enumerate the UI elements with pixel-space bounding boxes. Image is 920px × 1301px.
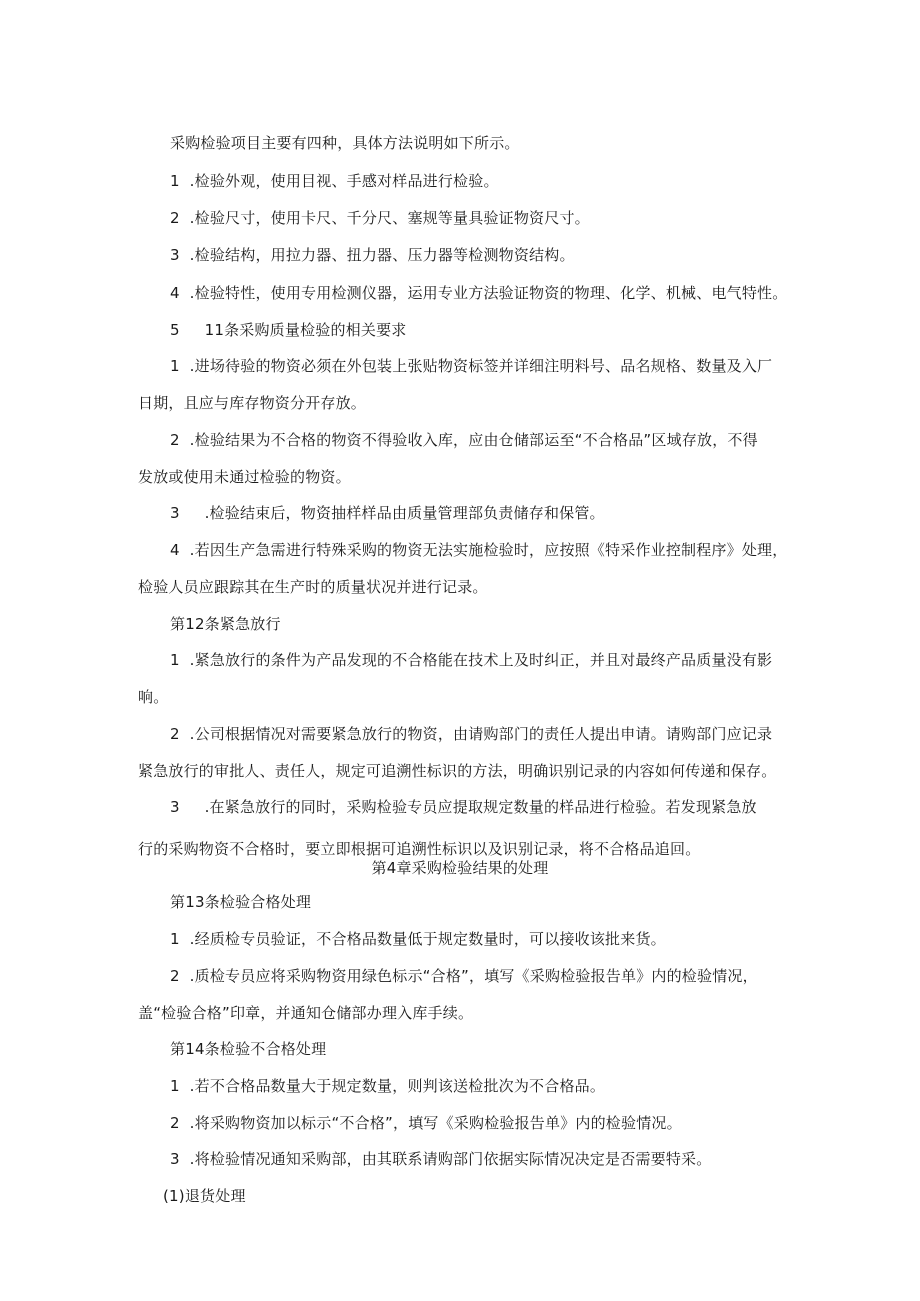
- list-item: 2 .将采购物资加以标示“不合格”，填写《采购检验报告单》内的检验情况。: [170, 1114, 682, 1132]
- list-item-continuation: 日期，且应与库存物资分开存放。: [138, 394, 367, 412]
- list-item: 1 .若不合格品数量大于规定数量，则判该送检批次为不合格品。: [170, 1077, 606, 1095]
- list-item-continuation: 检验人员应跟踪其在生产时的质量状况并进行记录。: [138, 578, 488, 596]
- chapter-title: 第4章采购检验结果的处理: [371, 859, 549, 877]
- list-item-continuation: 响。: [138, 688, 169, 706]
- list-item-continuation: 发放或使用未通过检验的物资。: [138, 468, 351, 486]
- section-heading: 第13条检验合格处理: [170, 893, 312, 911]
- list-item: 1 .经质检专员验证，不合格品数量低于规定数量时，可以接收该批来货。: [170, 930, 666, 948]
- list-item: 2 .公司根据情况对需要紧急放行的物资，由请购部门的责任人提出申请。请购部门应记录: [170, 725, 773, 743]
- list-item: 3 .在紧急放行的同时，采购检验专员应提取规定数量的样品进行检验。若发现紧急放: [170, 798, 757, 816]
- sub-item: (1)退货处理: [163, 1187, 246, 1205]
- section-heading: 第14条检验不合格处理: [170, 1040, 327, 1058]
- list-item-continuation: 盖“检验合格”印章，并通知仓储部办理入库手续。: [138, 1004, 474, 1022]
- list-item: 3 .检验结束后，物资抽样样品由质量管理部负责储存和保管。: [170, 504, 605, 522]
- list-item: 3 .检验结构，用拉力器、扭力器、压力器等检测物资结构。: [170, 246, 575, 264]
- list-item: 2 .质检专员应将采购物资用绿色标示“合格”，填写《采购检验报告单》内的检验情况，: [170, 967, 758, 985]
- section-heading: 第12条紧急放行: [170, 615, 281, 633]
- list-item: 3 .将检验情况通知采购部，由其联系请购部门依据实际情况决定是否需要特采。: [170, 1150, 712, 1168]
- list-item: 1 .紧急放行的条件为产品发现的不合格能在技术上及时纠正，并且对最终产品质量没有影: [170, 651, 773, 669]
- list-item: 4 .若因生产急需进行特殊采购的物资无法实施检验时，应按照《特采作业控制程序》处理，: [170, 541, 788, 559]
- section-heading: 5 11条采购质量检验的相关要求: [170, 321, 407, 339]
- list-item: 1 .进场待验的物资必须在外包装上张贴物资标签并详细注明料号、品名规格、数量及入厂: [170, 357, 773, 375]
- list-item: 4 .检验特性，使用专用检测仪器，运用专业方法验证物资的物理、化学、机械、电气特性。: [170, 284, 788, 302]
- list-item: 2 .检验尺寸，使用卡尺、千分尺、塞规等量具验证物资尺寸。: [170, 209, 590, 227]
- list-item-continuation: 行的采购物资不合格时，要立即根据可追溯性标识以及识别记录，将不合格品追回。: [138, 840, 701, 858]
- paragraph-intro: 采购检验项目主要有四种，具体方法说明如下所示。: [170, 134, 520, 152]
- list-item-continuation: 紧急放行的审批人、责任人，规定可追溯性标识的方法，明确识别记录的内容如何传递和保存。: [138, 762, 777, 780]
- list-item: 2 .检验结果为不合格的物资不得验收入库，应由仓储部运至“不合格品”区域存放，不得: [170, 431, 758, 449]
- list-item: 1 .检验外观，使用目视、手感对样品进行检验。: [170, 172, 499, 190]
